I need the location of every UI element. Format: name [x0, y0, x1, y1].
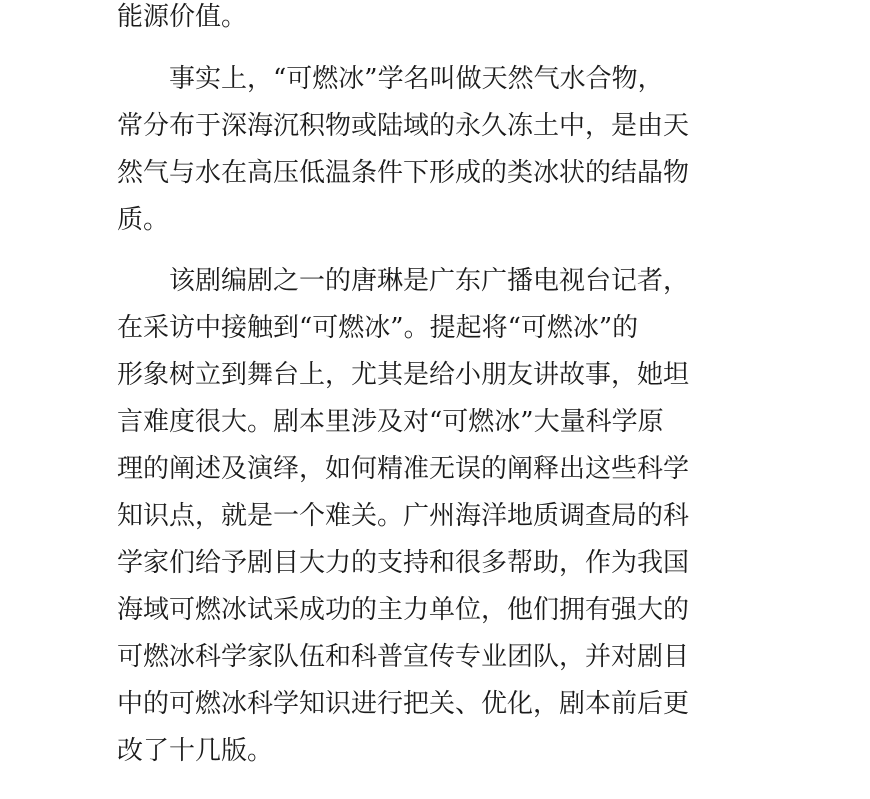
- text-line: 改了十几版。: [117, 736, 274, 766]
- text-line: 常分布于深海沉积物或陆域的永久冻土中，是由天: [117, 111, 690, 141]
- text-line: 形象树立到舞台上，尤其是给小朋友讲故事，她坦: [117, 360, 690, 390]
- text-line: 可燃冰科学家队伍和科普宣传专业团队，并对剧目: [117, 642, 690, 672]
- article-body: [117, 0, 717, 775]
- text-line: 在采访中接触到“可燃冰”。提起将“可燃冰”的: [117, 313, 639, 343]
- text-line: 事实上，“可燃冰”学名叫做天然气水合物，: [169, 64, 664, 94]
- text-line: 言难度很大。剧本里涉及对“可燃冰”大量科学原: [117, 407, 664, 437]
- text-line: 中的可燃冰科学知识进行把关、优化，剧本前后更: [117, 689, 690, 719]
- paragraph-3: [117, 258, 717, 775]
- text-line: 海域可燃冰试采成功的主力单位，他们拥有强大的: [117, 595, 690, 625]
- text-line: 能源价值。: [117, 2, 248, 32]
- paragraph-2: [117, 56, 717, 244]
- text-line: 学家们给予剧目大力的支持和很多帮助，作为我国: [117, 548, 690, 578]
- text-line: 质。: [117, 205, 170, 235]
- text-line: 该剧编剧之一的唐琳是广东广播电视台记者，: [169, 266, 690, 296]
- paragraph-1: [117, 0, 717, 41]
- text-line: 知识点，就是一个难关。广州海洋地质调查局的科: [117, 501, 690, 531]
- text-line: 理的阐述及演绎，如何精准无误的阐释出这些科学: [117, 454, 690, 484]
- text-line: 然气与水在高压低温条件下形成的类冰状的结晶物: [117, 158, 690, 188]
